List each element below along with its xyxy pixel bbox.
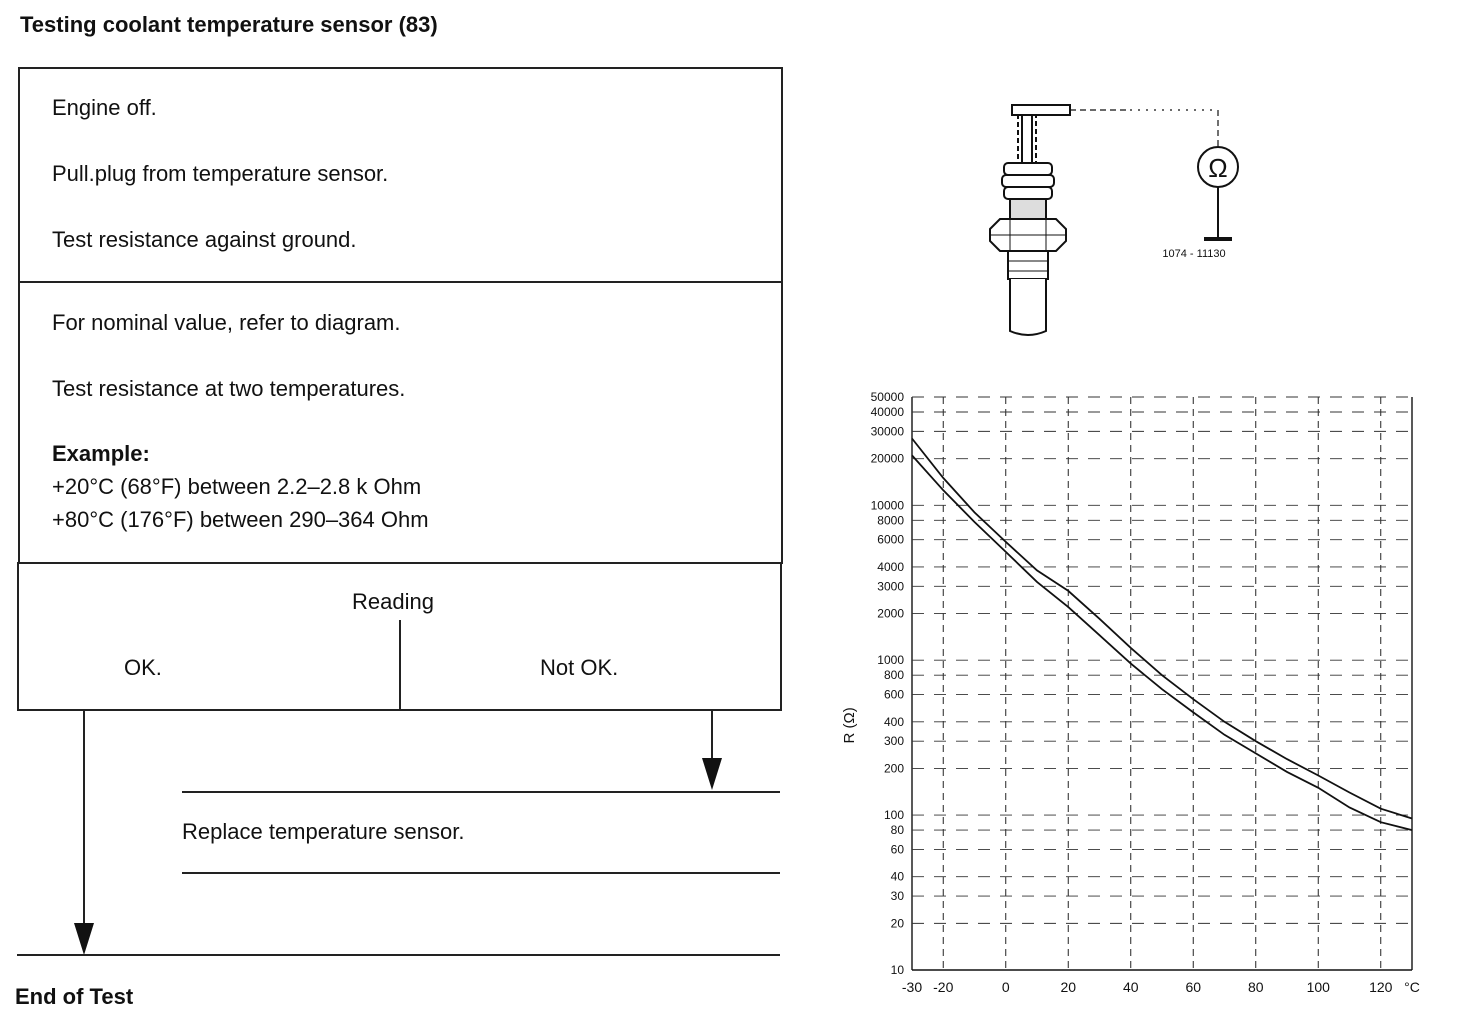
not-ok-arrow-line: [711, 710, 713, 760]
ok-arrow-head: [74, 923, 94, 955]
y-tick-label: 8000: [877, 513, 904, 528]
end-rule: [17, 954, 780, 956]
decision-ok: OK.: [124, 655, 162, 680]
example-line-1: +20°C (68°F) between 2.2–2.8 k Ohm: [52, 474, 422, 499]
x-tick-label: -20: [933, 979, 954, 995]
decision-reading: Reading: [352, 589, 434, 614]
y-tick-label: 800: [883, 668, 904, 683]
resistance-chart: [830, 385, 1450, 1000]
example-line-2: +80°C (176°F) between 290–364 Ohm: [52, 507, 429, 532]
y-tick-label: 1000: [877, 653, 904, 668]
y-tick-label: 30000: [870, 424, 904, 439]
y-tick-label: 60: [890, 842, 904, 857]
action-replace-sensor: Replace temperature sensor.: [182, 819, 465, 844]
step-pull-plug: Pull.plug from temperature sensor.: [52, 161, 389, 186]
decision-divider: [399, 620, 401, 710]
y-tick-label: 10000: [870, 498, 904, 513]
action-bottom-rule: [182, 872, 780, 874]
ok-arrow-line: [83, 710, 85, 925]
y-tick-label: 100: [883, 808, 904, 823]
step-test-ground: Test resistance against ground.: [52, 227, 357, 252]
x-tick-label: 120: [1369, 979, 1393, 995]
step-nominal-value: For nominal value, refer to diagram.: [52, 310, 401, 335]
x-tick-label: 40: [1122, 979, 1139, 995]
series-line-1: [912, 439, 1412, 819]
not-ok-arrow-head: [702, 758, 722, 790]
y-tick-label: 4000: [877, 559, 904, 574]
page-title: Testing coolant temperature sensor (83): [20, 12, 438, 37]
step-two-temperatures: Test resistance at two temperatures.: [52, 376, 406, 401]
temperature-sensor-icon: [960, 95, 1260, 345]
figure-number: 1074 - 11130: [1162, 248, 1226, 260]
y-tick-label: 20000: [870, 451, 904, 466]
end-of-test: End of Test: [15, 984, 134, 1009]
y-tick-label: 400: [883, 714, 904, 729]
y-tick-label: 50000: [870, 390, 904, 404]
x-tick-label: 20: [1060, 979, 1077, 995]
x-tick-label: 80: [1247, 979, 1264, 995]
example-label: Example:: [52, 441, 150, 466]
step-engine-off: Engine off.: [52, 95, 157, 120]
x-tick-label: 0: [1001, 979, 1010, 995]
y-tick-label: 6000: [877, 532, 904, 547]
y-tick-label: 3000: [877, 579, 904, 594]
y-tick-label: 40: [890, 869, 904, 884]
y-tick-label: 200: [883, 761, 904, 776]
y-tick-label: 600: [883, 687, 904, 702]
y-tick-label: 10: [890, 963, 904, 977]
y-tick-label: 300: [883, 734, 904, 749]
y-tick-label: 2000: [877, 606, 904, 621]
y-tick-label: 30: [890, 889, 904, 904]
x-tick-label: -30: [901, 979, 923, 995]
x-tick-label: °C: [1404, 979, 1420, 995]
y-tick-label: 40000: [870, 405, 904, 420]
ohm-symbol: Ω: [1208, 153, 1228, 183]
y-tick-label: 20: [890, 916, 904, 931]
y-tick-label: 80: [890, 823, 904, 838]
x-tick-label: 60: [1185, 979, 1202, 995]
x-tick-label: 100: [1306, 979, 1330, 995]
decision-not-ok: Not OK.: [540, 655, 619, 680]
action-top-rule: [182, 791, 780, 793]
series-line-2: [912, 455, 1412, 830]
y-axis-label: R (Ω): [841, 707, 858, 744]
